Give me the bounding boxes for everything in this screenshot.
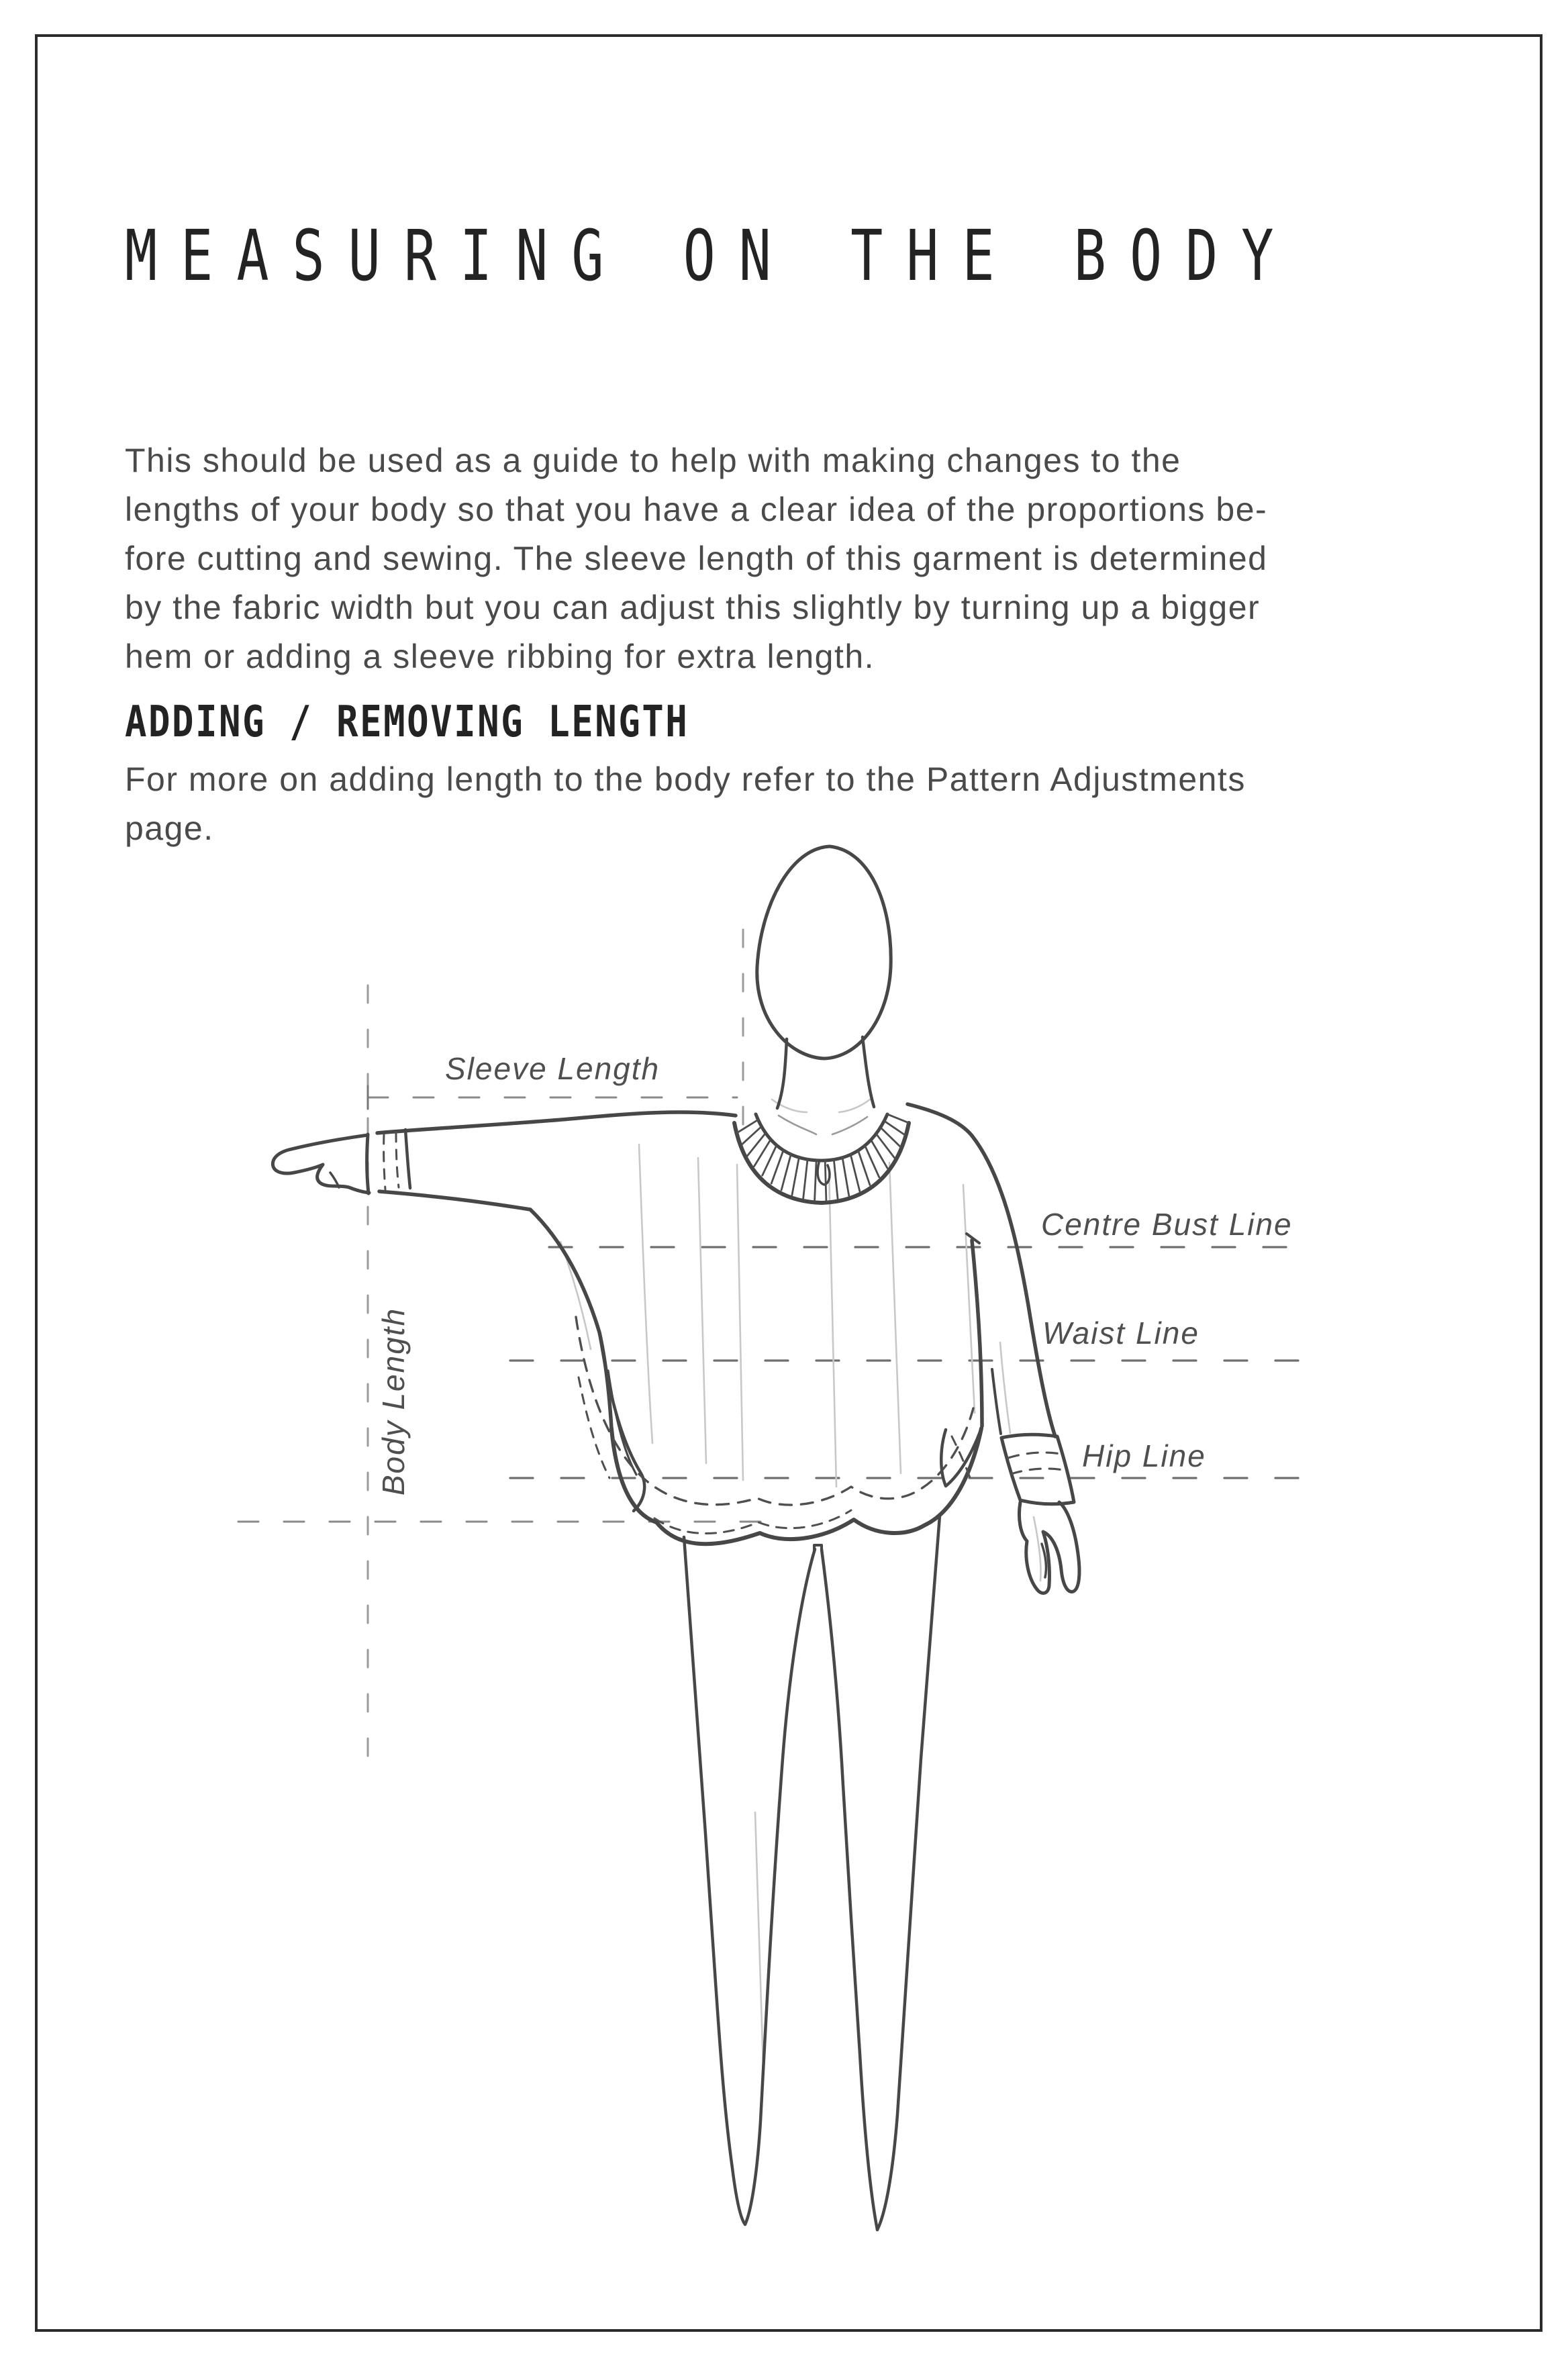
page-title: MEASURING ON THE BODY	[125, 215, 1297, 297]
right-arm-outer	[972, 1136, 1055, 1436]
intro-line: hem or adding a sleeve ribbing for extra length.	[125, 638, 875, 675]
right-leg-inner	[822, 1549, 877, 2230]
hip-line-label: Hip Line	[1082, 1438, 1206, 1473]
left-sleeve-bottom	[379, 1191, 530, 1210]
hem-stitching	[576, 1317, 973, 1505]
intro-line: lengths of your body so that you have a clear idea of the proportions be-	[125, 491, 1268, 528]
left-cuff-stitching	[384, 1132, 399, 1189]
figure-outline	[273, 846, 1079, 2230]
body-left-seam	[530, 1210, 611, 1428]
section-line: For more on adding length to the body refer to the Pattern Adjustments	[125, 760, 1246, 798]
left-cuff-right-edge	[405, 1130, 410, 1188]
collar-outer-edge	[734, 1123, 909, 1203]
section-heading: ADDING / REMOVING LENGTH	[125, 697, 689, 747]
right-arm-inner	[992, 1369, 1001, 1434]
right-leg-outer	[877, 1516, 940, 2230]
left-leg-inner	[745, 1549, 815, 2224]
pencil-shading	[560, 1099, 1041, 2067]
intro-line: by the fabric width but you can adjust this slightly by turning up a bigger	[125, 589, 1261, 626]
left-cuff-left-edge	[367, 1134, 369, 1193]
right-hand-curl	[1042, 1544, 1046, 1577]
left-hand	[273, 1135, 369, 1193]
intro-line: This should be used as a guide to help with making changes to the	[125, 442, 1181, 479]
left-leg-outer	[684, 1537, 745, 2224]
right-cuff-stitching	[1008, 1453, 1063, 1474]
right-shoulder	[908, 1104, 972, 1136]
body-length-label: Body Length	[376, 1307, 411, 1496]
collar	[734, 1114, 909, 1203]
waist-line-label: Waist Line	[1042, 1316, 1199, 1350]
neck-left	[777, 1039, 787, 1108]
neck-pit-mark	[818, 1163, 830, 1185]
right-hand	[1019, 1502, 1079, 1593]
sleeve-length-label: Sleeve Length	[445, 1051, 660, 1086]
neck-right	[863, 1037, 874, 1107]
head-outline	[757, 846, 891, 1059]
centre-bust-line-label: Centre Bust Line	[1041, 1207, 1293, 1242]
section-line: page.	[125, 809, 214, 847]
left-sleeve-top	[377, 1112, 736, 1133]
intro-line: fore cutting and sewing. The sleeve length of this garment is determined	[125, 540, 1268, 577]
